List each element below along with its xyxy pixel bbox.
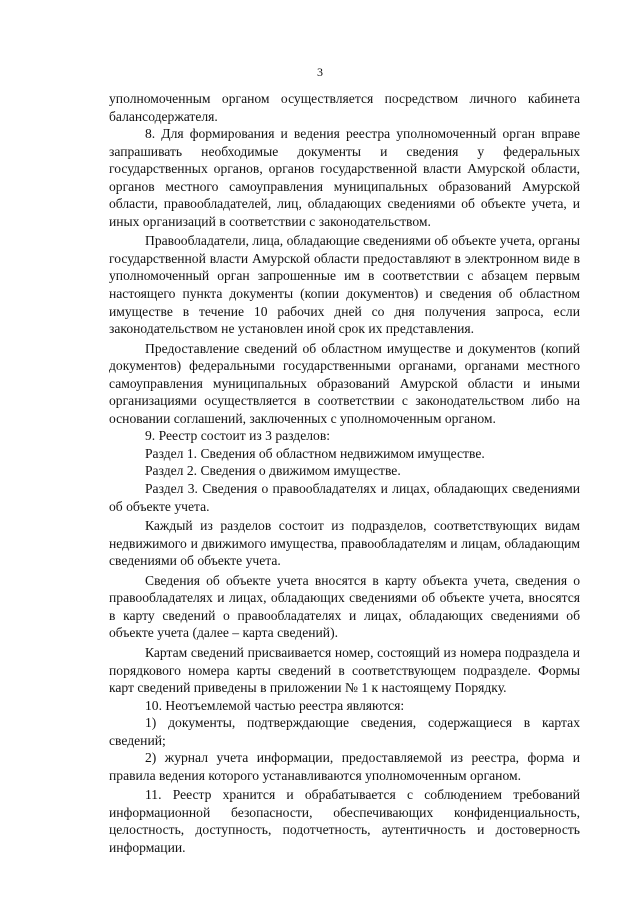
- document-body: [109, 90, 580, 857]
- paragraph-item-9: 9. Реестр состоит из 3 разделов:: [145, 428, 331, 444]
- list-item-1: 1) документы, подтверждающие сведения, содержащиеся в картах сведений;: [109, 715, 580, 748]
- paragraph-item-8: 8. Для формирования и ведения реестра уполномоченный орган вправе запрашивать необходимые документы и сведения у федеральных государственных органов, органов государственной власти Амурской области, органов местного самоуправления муниципальных образований Амурской области, правообладателей, лиц, обладающих сведениями об объекте учета, и иных организаций в соответствии с законодательством.: [109, 126, 580, 229]
- paragraph-object-cards: Сведения об объекте учета вносятся в карту объекта учета, сведения о правообладателях и лицах, обладающих сведениями об объекте учета, вносятся в карту сведений о правообладателях и лицах, обладающих сведениями об объекте учета (далее – карта сведений).: [109, 572, 580, 641]
- paragraph-subsections: Каждый из разделов состоит из подразделов, соответствующих видам недвижимого и движимого имущества, правообладателям и лицам, обладающим сведениями об объекте учета.: [109, 518, 580, 569]
- paragraph-item-10: 10. Неотъемлемой частью реестра являются:: [145, 697, 405, 713]
- list-item-2: 2) журнал учета информации, предоставляемой из реестра, форма и правила ведения которого устанавливаются уполномоченным органом.: [109, 750, 580, 783]
- section-3-line: Раздел 3. Сведения о правообладателях и лицах, обладающих сведениями об объекте учета.: [109, 481, 580, 514]
- section-2-line: Раздел 2. Сведения о движимом имуществе.: [145, 463, 401, 479]
- paragraph-provision-of-info: Предоставление сведений об областном имуществе и документов (копий документов) федеральными государственными органами, органами местного самоуправления муниципальных образований Амурской области и иными организациями осуществляется в соответствии с законодательством либо на основании соглашений, заключенных с уполномоченным органом.: [109, 340, 580, 426]
- paragraph-card-numbering: Картам сведений присваивается номер, состоящий из номера подраздела и порядкового номера карты сведений в соответствующем подразделе. Формы карт сведений приведены в приложении № 1 к настоящему Порядку.: [109, 644, 580, 696]
- page-number: 3: [317, 65, 323, 79]
- paragraph-continuation: уполномоченным органом осуществляется посредством личного кабинета балансодержателя.: [109, 91, 580, 124]
- section-1-line: Раздел 1. Сведения об областном недвижимом имуществе.: [145, 445, 485, 461]
- paragraph-item-11: 11. Реестр хранится и обрабатывается с соблюдением требований информационной безопасности, обеспечивающих конфиденциальность, целостность, доступность, подотчетность, аутентичность и достоверность информации.: [109, 787, 580, 855]
- paragraph-rightholders: Правообладатели, лица, обладающие сведениями об объекте учета, органы государственной власти Амурской области предоставляют в электронном виде в уполномоченный орган запрошенные им в соответствии с абзацем первым настоящего пункта документы (копии документов) и сведения об областном имуществе в течение 10 рабочих дней со дня получения запроса, если законодательством не установлен иной срок их представления.: [109, 233, 580, 337]
